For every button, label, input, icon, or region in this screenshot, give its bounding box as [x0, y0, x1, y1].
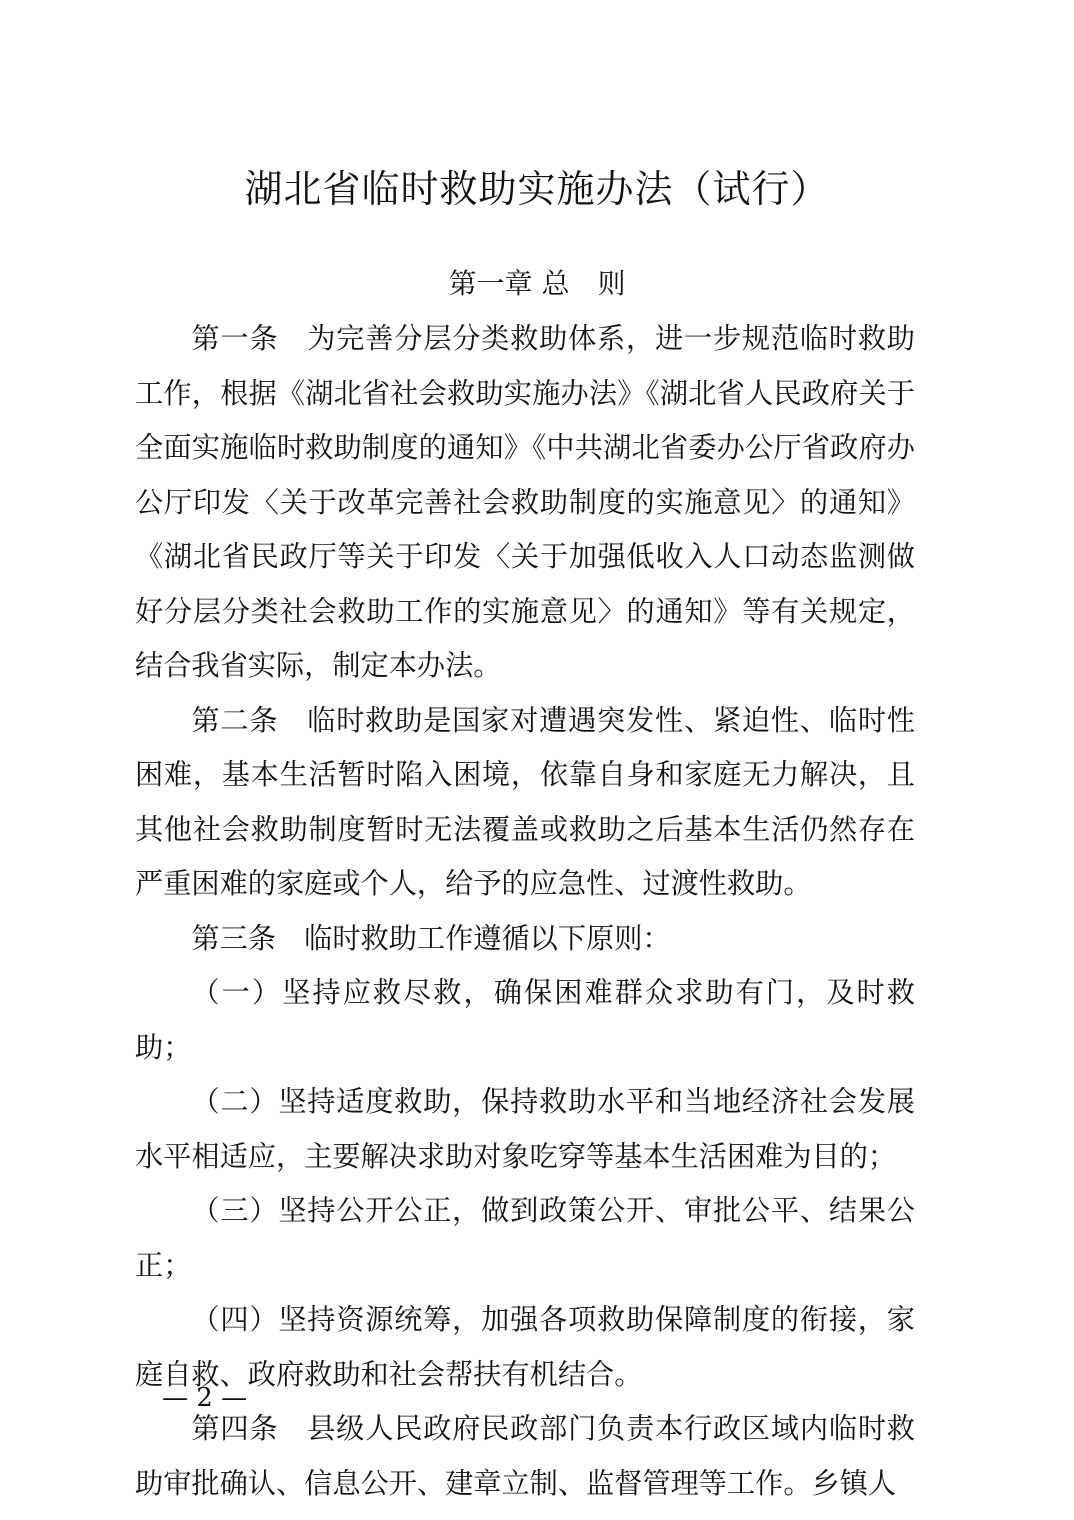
- principle-1-paragraph: （一）坚持应救尽救，确保困难群众求助有门，及时救助；: [135, 976, 915, 1064]
- document-body: [135, 312, 915, 1511]
- article-4-paragraph: 第四条 县级人民政府民政部门负责本行政区域内临时救助审批确认、信息公开、建章立制、监督管理等工作。乡镇人: [135, 1412, 915, 1500]
- principle-4-paragraph: （四）坚持资源统筹，加强各项救助保障制度的衔接，家庭自救、政府救助和社会帮扶有机结合。: [135, 1303, 915, 1391]
- article-2-paragraph: 第二条 临时救助是国家对遭遇突发性、紧迫性、临时性困难，基本生活暂时陷入困境，依靠自身和家庭无力解决，且其他社会救助制度暂时无法覆盖或救助之后基本生活仍然存在严重困难的家庭或个人，给予的应急性、过渡性救助。: [135, 703, 915, 900]
- principle-2-paragraph: （二）坚持适度救助，保持救助水平和当地经济社会发展水平相适应，主要解决求助对象吃穿等基本生活困难为目的；: [135, 1085, 915, 1173]
- article-3-paragraph: 第三条 临时救助工作遵循以下原则：: [191, 921, 671, 955]
- article-1-paragraph: 第一条 为完善分层分类救助体系，进一步规范临时救助工作，根据《湖北省社会救助实施办法》《湖北省人民政府关于全面实施临时救助制度的通知》《中共湖北省委办公厅省政府办公厅印发〈关于改革完善社会救助制度的实施意见〉的通知》《湖北省民政厅等关于印发〈关于加强低收入人口动态监测做好分层分类社会救助工作的实施意见〉的通知》等有关规定，结合我省实际，制定本办法。: [135, 322, 915, 682]
- page-number: — 2 —: [162, 1383, 248, 1413]
- page-title: 湖北省临时救助实施办法（试行）: [244, 167, 830, 211]
- chapter-heading: 第一章 总 则: [448, 267, 626, 300]
- principle-3-paragraph: （三）坚持公开公正，做到政策公开、审批公平、结果公正；: [135, 1194, 915, 1282]
